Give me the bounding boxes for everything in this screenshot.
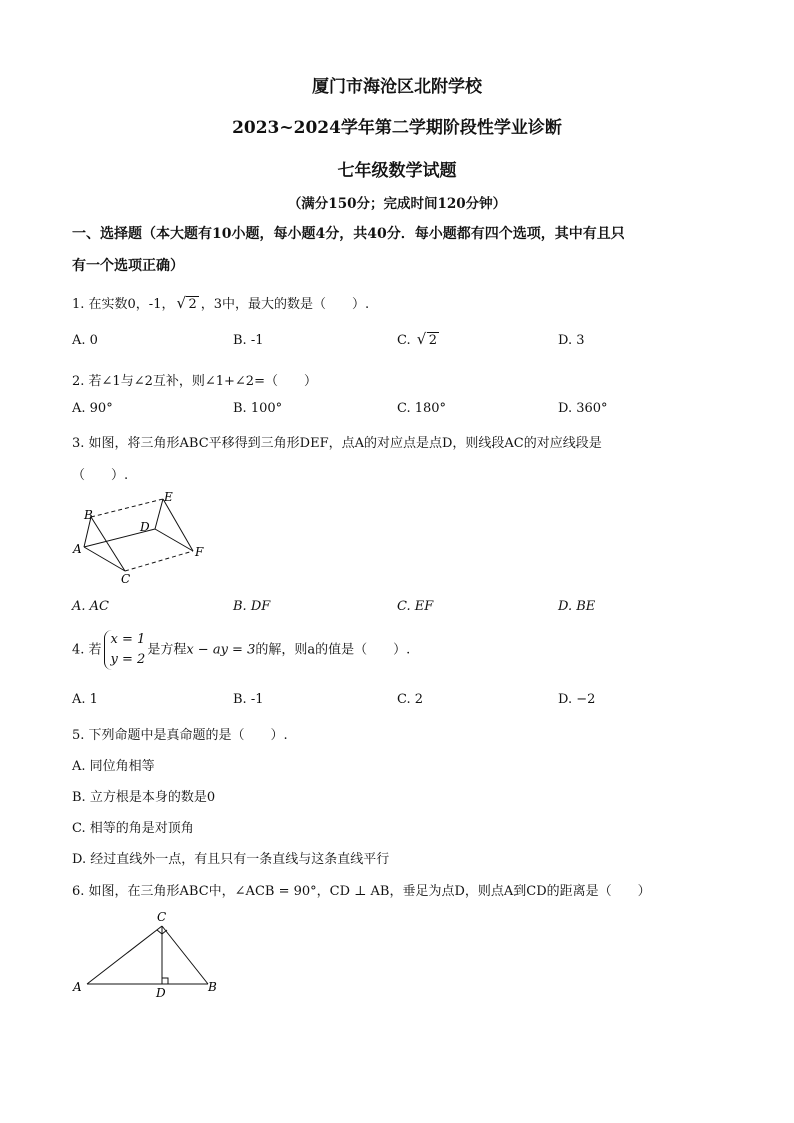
subject-title: 七年级数学试题 [337, 161, 457, 181]
q1-option-c: C. √ 2 [397, 330, 438, 348]
question-6: 6. 如图，在三角形ABC中，∠ACB = 90°，CD ⊥ AB，垂足为点D，则点A到CD的距离是（ ） [72, 884, 651, 899]
q5-option-d: D. 经过直线外一点，有且只有一条直线与这条直线平行 [72, 852, 390, 867]
q4-option-a: A. 1 [72, 692, 98, 707]
label-d: D [156, 986, 166, 1000]
section-heading-line2: 有一个选项正确） [72, 258, 184, 274]
sqrt-symbol: √ 2 [416, 330, 438, 348]
q2-option-a: A. 90° [72, 401, 113, 416]
question-5: 5. 下列命题中是真命题的是（ ）. [72, 728, 288, 743]
q5-option-a: A. 同位角相等 [72, 759, 155, 774]
question-1 [72, 293, 369, 312]
label-a: A [73, 542, 82, 556]
translation-figure [60, 485, 220, 590]
right-triangle-figure [65, 905, 225, 1000]
label-b: B [84, 508, 93, 522]
q1-option-d: D. 3 [558, 333, 585, 348]
label-a: A [73, 980, 82, 994]
label-e: E [164, 490, 173, 504]
q1-option-a: A. 0 [72, 333, 98, 348]
q4-option-c: C. 2 [397, 692, 424, 707]
q5-option-b: B. 立方根是本身的数是0 [72, 790, 216, 805]
section-heading-line1: 一、选择题（本大题有10小题，每小题4分，共40分．每小题都有四个选项，其中有且只 [72, 226, 625, 242]
q1-option-b: B. -1 [233, 333, 264, 348]
q3-option-c: C. EF [397, 599, 434, 614]
label-c: C [157, 910, 167, 924]
q1-text-pre: 1. 在实数0，-1， [72, 297, 175, 312]
q4-option-d: D. −2 [558, 692, 596, 707]
label-b: B [208, 980, 217, 994]
exam-info: （满分150分；完成时间120分钟） [287, 196, 507, 212]
q5-option-c: C. 相等的角是对顶角 [72, 821, 194, 836]
equation-system: x = 1 y = 2 [104, 630, 146, 670]
question-2: 2. 若∠1与∠2互补，则∠1+∠2=（ ） [72, 374, 317, 389]
label-c: C [121, 572, 131, 586]
school-title: 厦门市海沧区北附学校 [312, 77, 482, 97]
q2-option-d: D. 360° [558, 401, 608, 416]
term-title: 2023~2024学年第二学期阶段性学业诊断 [232, 118, 562, 138]
label-d: D [140, 520, 150, 534]
q3-option-a: A. AC [72, 599, 109, 614]
q1-text-post: ，3中，最大的数是（ ）. [200, 297, 370, 312]
q3-option-d: D. BE [558, 599, 596, 614]
label-f: F [195, 545, 204, 559]
question-3-line1: 3. 如图，将三角形ABC平移得到三角形DEF，点A的对应点是点D，则线段AC的对应线段是 [72, 436, 602, 451]
q2-option-b: B. 100° [233, 401, 283, 416]
q4-option-b: B. -1 [233, 692, 264, 707]
question-3-line2: （ ）. [72, 468, 129, 483]
q3-option-b: B. DF [233, 599, 271, 614]
question-4: 4. 若 x = 1 y = 2 是方程x − ay = 3的解，则a的值是（ ）. [72, 630, 410, 670]
sqrt-symbol: √ 2 [176, 294, 197, 312]
q2-option-c: C. 180° [397, 401, 447, 416]
